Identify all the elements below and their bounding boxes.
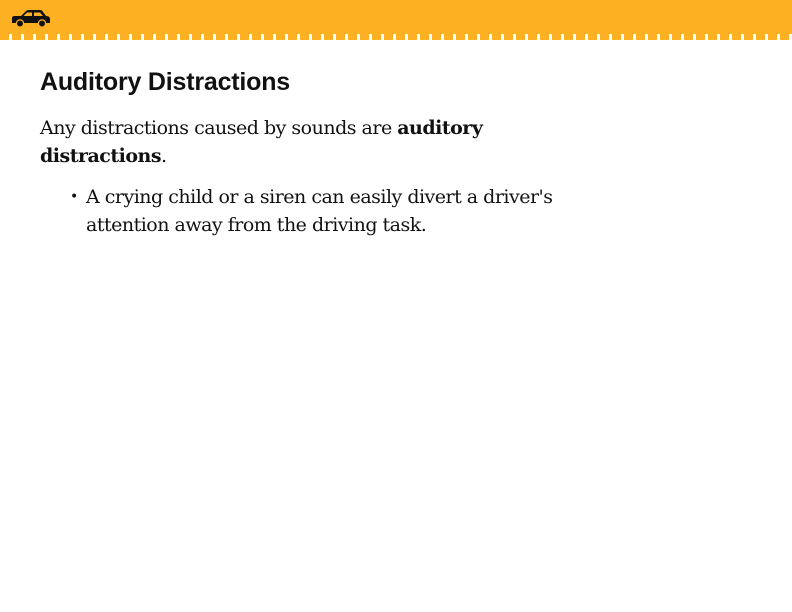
bullet-text: A crying child or a siren can easily divert a driver's attention away from the driving task. (86, 186, 553, 236)
intro-paragraph (40, 114, 560, 170)
header-band (0, 0, 792, 34)
intro-text: Any distractions caused by sounds are (40, 117, 398, 139)
intro-bold-term: auditory distractions (40, 117, 483, 167)
intro-period: . (161, 145, 167, 167)
bullet-dot-icon: • (70, 189, 78, 205)
bullet-item (70, 183, 590, 239)
bullet-list (70, 183, 590, 239)
slide-title: Auditory Distractions (40, 68, 290, 96)
car-icon (10, 9, 52, 28)
header-scalloped-edge (0, 34, 792, 40)
